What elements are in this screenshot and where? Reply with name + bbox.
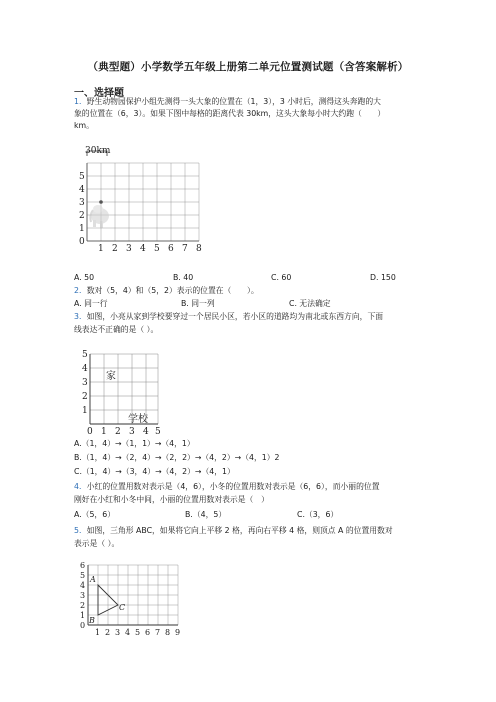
q3-number: 3． xyxy=(74,312,87,321)
q1-x-tick: 5 xyxy=(154,244,160,253)
q1-option-a[interactable]: A. 50 xyxy=(74,273,95,282)
q3-y-tick: 5 xyxy=(82,350,88,360)
q5-y-tick: 6 xyxy=(80,561,86,570)
q3-y-tick: 1 xyxy=(82,406,88,416)
q5-grid-figure xyxy=(78,560,183,638)
q5-text2: 表示是（ ）。 xyxy=(74,539,120,548)
q3-y-tick: 4 xyxy=(82,364,88,374)
q3-option-a[interactable]: A.（1，4）→（1，1）→（4，1） xyxy=(74,439,195,448)
q4-text2: 刚好在小红和小冬中间，小丽的位置用数对表示是（ ） xyxy=(74,495,269,504)
q3-line1 xyxy=(74,311,383,322)
q5-text1: 如图，三角形 ABC，如果将它向上平移 2 格，再向右平移 4 格，则顶点 A 的位置用数对 xyxy=(86,526,393,535)
q5-x-tick: 2 xyxy=(105,628,111,637)
q3-x-tick: 4 xyxy=(143,427,149,436)
page-title: （典型题）小学数学五年级上册第二单元位置测试题（含答案解析） xyxy=(87,61,409,73)
q5-x-tick: 6 xyxy=(145,628,151,637)
q5-y-tick: 0 xyxy=(80,621,86,630)
q1-y-tick: 1 xyxy=(79,224,85,234)
q3-grid-figure xyxy=(80,346,170,436)
q3-option-b[interactable]: B.（1，4）→（2，4）→（2，2）→（4，2）→（4，1）2 xyxy=(74,453,280,462)
q5-vertex-b: B xyxy=(89,616,95,625)
q5-line1 xyxy=(74,525,393,536)
elephant-position-dot xyxy=(99,200,103,204)
q5-vertex-c: C xyxy=(119,603,126,612)
q1-text1: 野生动物园保护小组先测得一头大象的位置在（1，3），3 小时后，测得这头奔跑的大 xyxy=(86,97,381,106)
q1-x-tick: 1 xyxy=(98,244,104,253)
q4-option-b[interactable]: B.（4，5） xyxy=(185,510,227,519)
q1-option-d[interactable]: D. 150 xyxy=(370,273,396,282)
q3-y-tick: 3 xyxy=(82,378,88,388)
q3-x-tick: 3 xyxy=(129,427,135,436)
q3-x-tick: 2 xyxy=(115,427,121,436)
q5-y-tick: 2 xyxy=(80,601,86,610)
q1-x-tick: 4 xyxy=(140,244,146,253)
q5-x-tick: 9 xyxy=(175,628,181,637)
q4-number: 4． xyxy=(74,482,87,491)
q1-scale-label: 30km xyxy=(85,146,111,156)
q1-x-tick: 3 xyxy=(126,244,132,253)
q3-school-label: 学校 xyxy=(128,414,148,425)
q1-x-tick: 7 xyxy=(182,244,188,253)
q2-option-c[interactable]: C. 无法确定 xyxy=(289,299,331,308)
q4-option-c[interactable]: C.（3，6） xyxy=(297,510,339,519)
q5-x-tick: 7 xyxy=(155,628,161,637)
q3-x-tick: 1 xyxy=(101,427,107,436)
q5-number: 5． xyxy=(74,526,87,535)
section-heading: 一、选择题 xyxy=(74,88,124,99)
q1-x-tick: 2 xyxy=(112,244,118,253)
elephant-icon xyxy=(90,205,109,228)
q3-y-tick: 2 xyxy=(82,392,88,402)
q5-x-tick: 4 xyxy=(125,628,131,637)
q5-y-tick: 5 xyxy=(80,571,86,580)
q3-text2: 线表达不正确的是（ ）。 xyxy=(74,325,159,334)
q1-grid-figure xyxy=(74,143,204,253)
q1-y-tick: 2 xyxy=(79,211,85,221)
q5-y-tick: 1 xyxy=(80,611,86,620)
q3-home-label: 家 xyxy=(106,371,116,382)
q5-y-tick: 4 xyxy=(80,581,86,590)
q2-line1 xyxy=(74,285,259,296)
q1-y-tick: 4 xyxy=(79,185,85,195)
q3-text1: 如图，小亮从家到学校要穿过一个居民小区，若小区的道路均为南北或东西方向，下面 xyxy=(86,312,384,321)
q1-number: 1． xyxy=(74,97,87,106)
q2-option-a[interactable]: A. 同一行 xyxy=(74,299,108,308)
q4-text1: 小红的位置用数对表示是（4，6），小冬的位置用数对表示是（6，6），而小丽的位置 xyxy=(86,482,380,491)
q5-x-tick: 3 xyxy=(115,628,121,637)
q4-line1 xyxy=(74,481,380,492)
q5-x-tick: 1 xyxy=(95,628,101,637)
q2-text1: 数对（5，4）和（5，2）表示的位置在（ ）。 xyxy=(86,286,259,295)
q2-number: 2． xyxy=(74,286,87,295)
q5-y-tick: 3 xyxy=(80,591,86,600)
q1-y-tick: 5 xyxy=(79,172,85,182)
q3-x-tick: 5 xyxy=(155,427,161,436)
q4-option-a[interactable]: A.（5，6） xyxy=(74,510,115,519)
q3-option-c[interactable]: C.（1，4）→（3，4）→（4，2）→（4，1） xyxy=(74,467,235,476)
q2-option-b[interactable]: B. 同一列 xyxy=(181,299,215,308)
q1-x-tick: 8 xyxy=(196,244,202,253)
q1-y-tick: 0 xyxy=(79,237,85,247)
q1-text2: 象的位置在（6，3）。如果下图中每格的距离代表 30km，这头大象每小时大约跑（ ） xyxy=(74,109,386,118)
q1-option-c[interactable]: C. 60 xyxy=(271,273,292,282)
q1-line1 xyxy=(74,96,381,107)
q1-y-tick: 3 xyxy=(79,198,85,208)
q3-x-tick: 0 xyxy=(87,427,93,436)
q1-text3: km。 xyxy=(74,121,94,130)
q5-x-tick: 5 xyxy=(135,628,141,637)
q1-option-b[interactable]: B. 40 xyxy=(173,273,194,282)
q1-x-tick: 6 xyxy=(168,244,174,253)
q5-x-tick: 8 xyxy=(165,628,171,637)
q5-vertex-a: A xyxy=(90,575,96,584)
